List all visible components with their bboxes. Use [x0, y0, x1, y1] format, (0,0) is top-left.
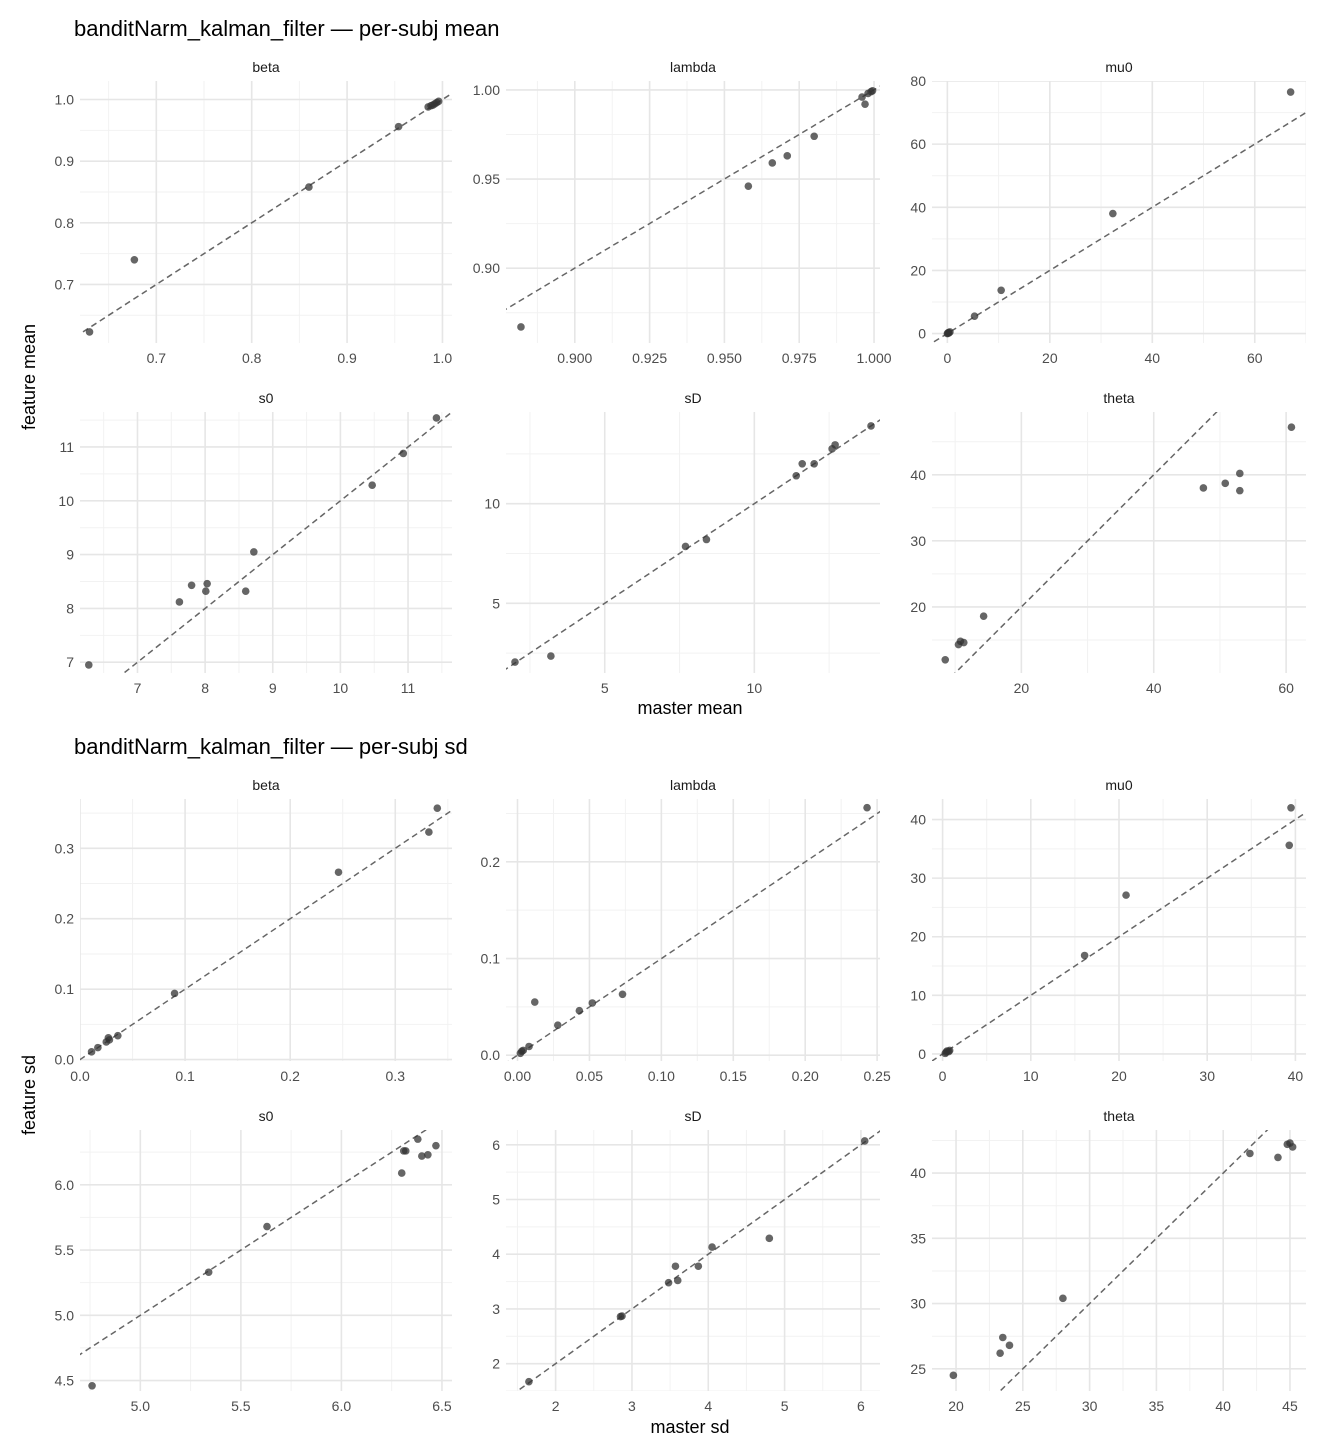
x-tick-label: 30 [1081, 1398, 1098, 1414]
data-point [188, 581, 196, 589]
data-point [950, 1372, 958, 1380]
data-point [171, 990, 179, 998]
x-tick-label: 10 [746, 680, 763, 696]
data-point [1236, 470, 1244, 478]
y-tick-label: 0 [918, 325, 926, 342]
data-point [1289, 1143, 1297, 1151]
data-point [766, 1235, 774, 1243]
x-tick-label: 5 [600, 680, 609, 696]
data-point [250, 548, 258, 556]
data-point [1221, 480, 1229, 488]
data-point [618, 1312, 626, 1320]
x-tick-label: 1.000 [856, 350, 892, 366]
y-tick-label: 8 [66, 600, 74, 617]
x-tick-label: 40 [1145, 680, 1162, 696]
x-tick-label: 0 [943, 350, 952, 366]
x-tick-label: 35 [1148, 1398, 1165, 1414]
data-point [425, 828, 433, 836]
y-tick-label: 40 [910, 466, 926, 483]
y-tick-label: 0.2 [54, 910, 74, 927]
facet-strip-label: sD [684, 390, 702, 406]
facet-strip-label: mu0 [1105, 59, 1133, 75]
y-tick-label: 25 [910, 1360, 926, 1377]
data-point [435, 98, 443, 106]
data-point [131, 256, 139, 264]
data-point [263, 1223, 271, 1231]
data-point [433, 804, 441, 812]
y-tick-label: 6 [492, 1136, 500, 1153]
x-tick-label: 40 [1287, 1068, 1304, 1084]
data-point [997, 286, 1005, 294]
data-point [205, 1268, 213, 1276]
data-point [424, 1151, 432, 1159]
data-point [88, 1382, 96, 1390]
y-axis-label-mean: feature mean [19, 323, 39, 431]
data-point [517, 323, 525, 331]
x-tick-label: 20 [948, 1398, 964, 1414]
x-tick-label: 6 [857, 1398, 865, 1414]
facet-strip-label: lambda [670, 59, 716, 75]
x-tick-label: 0.900 [557, 350, 593, 366]
data-point [242, 587, 250, 595]
data-point [1081, 952, 1089, 960]
y-tick-label: 0 [918, 1045, 926, 1062]
data-point [1288, 423, 1296, 431]
y-tick-label: 40 [910, 811, 926, 828]
x-tick-label: 30 [1199, 1068, 1215, 1084]
y-tick-label: 30 [910, 532, 926, 549]
x-tick-label: 60 [1246, 350, 1263, 366]
data-point [511, 658, 519, 666]
figure-title-mean: banditNarm_kalman_filter — per-subj mean [74, 16, 500, 41]
y-tick-label: 5.0 [54, 1307, 74, 1324]
data-point [525, 1378, 533, 1386]
y-tick-label: 40 [910, 199, 926, 216]
data-point [1122, 891, 1130, 899]
data-point [1059, 1295, 1067, 1303]
x-tick-label: 20 [1111, 1068, 1127, 1084]
y-tick-label: 0.95 [472, 171, 500, 188]
y-tick-label: 10 [484, 495, 500, 512]
x-tick-label: 40 [1215, 1398, 1231, 1414]
y-tick-label: 6.0 [54, 1176, 74, 1193]
x-tick-label: 0.25 [863, 1068, 891, 1084]
facet-strip-label: theta [1103, 1108, 1135, 1124]
x-tick-label: 20 [1013, 680, 1030, 696]
data-point [1287, 88, 1295, 96]
data-point [202, 587, 210, 595]
facet-strip-label: sD [684, 1108, 702, 1124]
x-tick-label: 0 [938, 1068, 947, 1084]
data-point [861, 100, 869, 108]
y-tick-label: 0.1 [54, 981, 74, 998]
y-tick-label: 0.9 [54, 153, 74, 170]
y-tick-label: 9 [66, 546, 74, 563]
data-point [682, 543, 690, 551]
y-tick-label: 5 [492, 1191, 500, 1208]
x-tick-label: 0.925 [632, 350, 668, 366]
facet-strip-label: s0 [258, 390, 274, 406]
data-point [996, 1349, 1004, 1357]
y-tick-label: 5.5 [54, 1242, 74, 1259]
data-point [768, 159, 776, 167]
y-tick-label: 0.0 [480, 1047, 500, 1064]
data-point [86, 328, 94, 336]
data-point [1236, 487, 1244, 495]
y-tick-label: 10 [910, 987, 926, 1004]
x-tick-label: 11 [400, 680, 416, 696]
x-tick-label: 0.05 [575, 1068, 604, 1084]
x-tick-label: 0.0 [70, 1068, 90, 1084]
data-point [810, 132, 818, 140]
facet-strip-label: s0 [258, 1108, 274, 1124]
data-point [525, 1043, 533, 1051]
x-tick-label: 5 [780, 1398, 789, 1414]
data-point [400, 450, 408, 458]
data-point [946, 1047, 954, 1055]
data-point [1285, 842, 1293, 850]
y-tick-label: 80 [910, 73, 926, 89]
y-tick-label: 0.7 [54, 276, 74, 293]
y-tick-label: 0.90 [472, 260, 500, 277]
x-axis-label-sd: master sd [650, 1417, 730, 1437]
y-tick-label: 0.2 [480, 853, 500, 870]
data-point [960, 639, 968, 647]
data-point [114, 1032, 122, 1040]
data-point [941, 656, 949, 664]
data-point [971, 312, 979, 320]
data-point [1246, 1150, 1254, 1158]
facet-strip-label: beta [252, 59, 280, 75]
x-tick-label: 7 [133, 680, 142, 696]
x-tick-label: 0.7 [146, 350, 167, 366]
x-tick-label: 0.15 [719, 1068, 747, 1084]
facet-strip-label: theta [1103, 390, 1135, 406]
data-point [554, 1021, 562, 1029]
data-point [695, 1262, 703, 1270]
y-tick-label: 60 [910, 136, 926, 153]
y-tick-label: 2 [492, 1355, 500, 1372]
data-point [335, 868, 343, 876]
data-point [619, 990, 627, 998]
y-tick-label: 1.0 [54, 91, 74, 108]
data-point [432, 1142, 440, 1150]
data-point [980, 612, 988, 620]
data-point [867, 422, 875, 430]
data-point [203, 580, 211, 588]
data-point [863, 804, 871, 812]
x-tick-label: 1.0 [432, 350, 453, 366]
figure-mean [19, 16, 743, 718]
x-tick-label: 5.0 [130, 1398, 151, 1414]
figure-title-sd: banditNarm_kalman_filter — per-subj sd [74, 734, 468, 759]
x-tick-label: 5.5 [231, 1398, 251, 1414]
y-tick-label: 0.3 [54, 840, 74, 857]
x-tick-label: 40 [1144, 350, 1161, 366]
data-point [88, 1048, 96, 1056]
y-tick-label: 20 [910, 262, 926, 279]
x-axis-label-mean: master mean [637, 698, 743, 718]
x-tick-label: 0.975 [781, 350, 817, 366]
data-point [703, 536, 711, 544]
data-point [414, 1135, 422, 1143]
x-tick-label: 4 [704, 1398, 713, 1414]
x-tick-label: 10 [332, 680, 349, 696]
y-tick-label: 4 [492, 1246, 500, 1263]
data-point [708, 1243, 716, 1251]
y-tick-label: 30 [910, 1295, 926, 1312]
data-point [576, 1007, 584, 1015]
data-point [1287, 804, 1295, 812]
x-tick-label: 0.2 [280, 1068, 300, 1084]
x-tick-label: 20 [1042, 350, 1058, 366]
y-tick-label: 3 [492, 1300, 500, 1317]
data-point [395, 123, 403, 131]
y-tick-label: 0.8 [54, 214, 74, 231]
data-point [1006, 1342, 1014, 1350]
y-tick-label: 5 [492, 595, 500, 612]
x-tick-label: 25 [1015, 1398, 1031, 1414]
x-tick-label: 10 [1023, 1068, 1039, 1084]
facet-strip-label: beta [252, 777, 280, 793]
data-point [402, 1147, 410, 1155]
data-point [861, 1137, 869, 1145]
x-tick-label: 0.8 [241, 350, 262, 366]
data-point [433, 414, 441, 422]
y-tick-label: 40 [910, 1165, 926, 1182]
x-tick-label: 0.1 [175, 1068, 195, 1084]
data-point [810, 460, 818, 468]
y-tick-label: 11 [59, 438, 74, 455]
x-tick-label: 8 [201, 680, 210, 696]
y-tick-label: 1.00 [472, 81, 500, 98]
data-point [783, 152, 791, 160]
data-point [398, 1169, 406, 1177]
facet-strip-label: mu0 [1105, 777, 1133, 793]
data-point [946, 328, 954, 336]
data-point [672, 1262, 680, 1270]
x-tick-label: 0.9 [337, 350, 357, 366]
x-tick-label: 9 [268, 680, 277, 696]
y-tick-label: 0.1 [480, 950, 500, 967]
data-point [745, 182, 753, 190]
data-point [94, 1044, 102, 1052]
x-tick-label: 3 [628, 1398, 636, 1414]
data-point [792, 472, 800, 480]
x-tick-label: 6.0 [331, 1398, 352, 1414]
data-point [106, 1036, 114, 1044]
data-point [1274, 1154, 1282, 1162]
facet-strip-label: lambda [670, 777, 716, 793]
y-tick-label: 7 [66, 654, 74, 671]
y-tick-label: 10 [58, 492, 74, 509]
x-tick-label: 0.00 [503, 1068, 532, 1084]
figure-sd [19, 734, 730, 1437]
data-point [85, 661, 93, 669]
data-point [665, 1279, 673, 1287]
y-tick-label: 20 [910, 598, 926, 615]
data-point [368, 481, 376, 489]
x-tick-label: 0.10 [647, 1068, 675, 1084]
x-tick-label: 2 [551, 1398, 560, 1414]
data-point [1200, 484, 1208, 492]
x-tick-label: 60 [1278, 680, 1294, 696]
data-point [674, 1277, 682, 1285]
y-tick-label: 30 [910, 870, 926, 887]
data-point [798, 460, 806, 468]
x-tick-label: 45 [1282, 1398, 1298, 1414]
data-point [869, 87, 877, 95]
data-point [999, 1334, 1007, 1342]
x-tick-label: 0.3 [385, 1068, 405, 1084]
data-point [547, 652, 555, 660]
x-tick-label: 0.20 [791, 1068, 819, 1084]
y-axis-label-sd: feature sd [19, 1054, 39, 1136]
data-point [831, 441, 839, 449]
y-tick-label: 0.0 [54, 1051, 74, 1068]
y-tick-label: 20 [910, 928, 926, 945]
data-point [1109, 210, 1117, 218]
data-point [176, 598, 184, 606]
y-tick-label: 4.5 [54, 1372, 74, 1389]
data-point [531, 998, 539, 1006]
data-point [589, 999, 597, 1007]
data-point [305, 183, 313, 191]
x-tick-label: 6.5 [432, 1398, 452, 1414]
x-tick-label: 0.950 [706, 350, 742, 366]
y-tick-label: 35 [910, 1230, 926, 1247]
